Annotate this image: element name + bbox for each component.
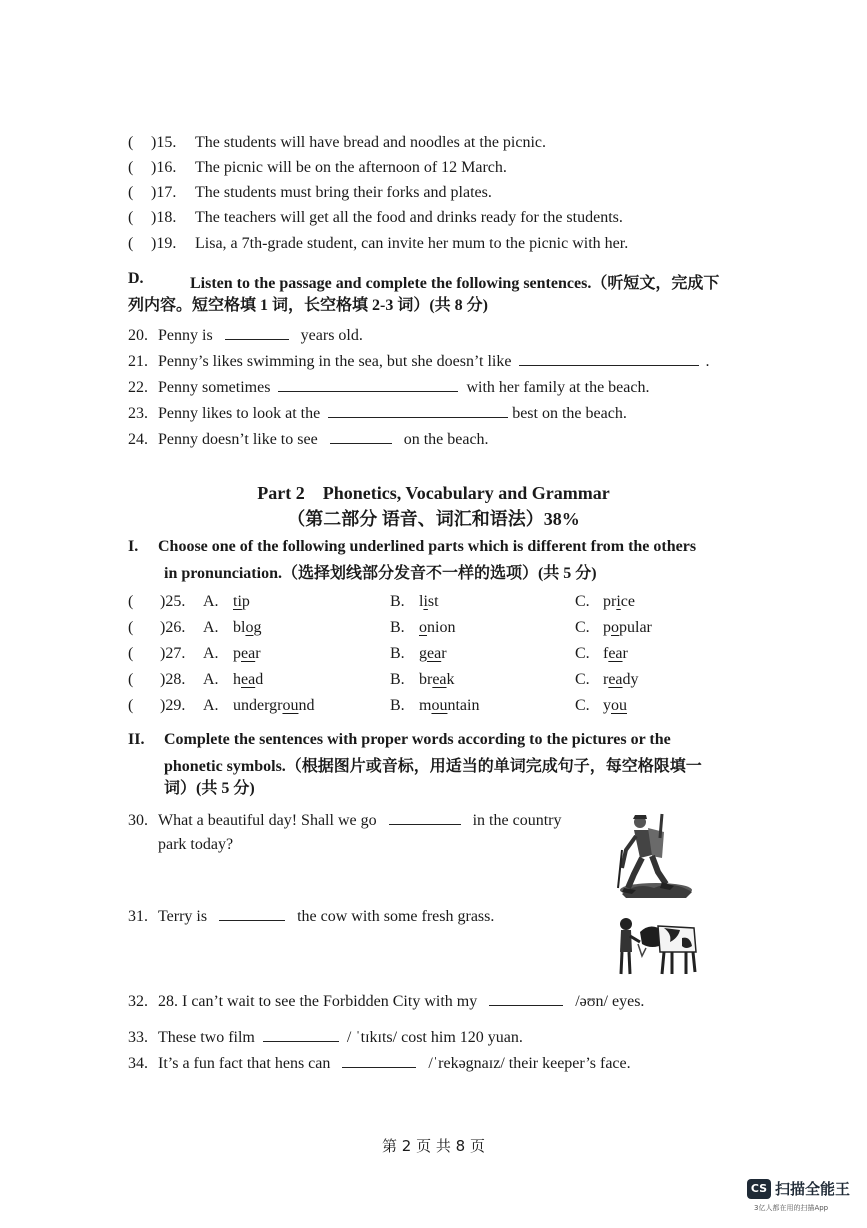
item-text-cont: park today?	[158, 836, 234, 853]
section-ii-instruction-cont: phonetic symbols.（根据图片或音标，用适当的单词完成句子，每空格限填一	[164, 758, 702, 775]
item-number: )29.	[160, 697, 186, 714]
answer-paren: (	[128, 593, 134, 610]
section-ii-instruction-cont: 词）(共 5 分)	[164, 780, 255, 797]
option-word: head	[233, 671, 264, 688]
item-number: 34.	[128, 1055, 148, 1072]
option-label: A.	[203, 671, 219, 688]
item-text-before: Penny is	[158, 327, 213, 344]
option-label: C.	[575, 697, 590, 714]
option-word: gear	[419, 645, 447, 662]
item-number: 24.	[128, 431, 148, 448]
option-word: price	[603, 593, 635, 610]
list-item	[128, 593, 688, 613]
section-i-instruction-cont: in pronunciation.（选择划线部分发音不一样的选项）(共 5 分)	[164, 565, 597, 582]
item-number: )15.	[151, 134, 177, 151]
option-word: pear	[233, 645, 261, 662]
list-item	[128, 184, 492, 202]
item-number: 22.	[128, 379, 148, 396]
answer-paren: (	[128, 671, 134, 688]
section-ii-instruction: Complete the sentences with proper words according to the pictures or the	[164, 731, 671, 748]
option-label: A.	[203, 593, 219, 610]
option-word: onion	[419, 619, 456, 636]
item-number: )25.	[160, 593, 186, 610]
list-item	[128, 351, 709, 371]
option-label: C.	[575, 593, 590, 610]
item-number: 33.	[128, 1029, 148, 1046]
list-item	[128, 209, 623, 227]
item-number: )16.	[151, 159, 177, 176]
item-number: 32.	[128, 993, 148, 1010]
answer-paren: (	[128, 235, 134, 252]
item-number: 23.	[128, 405, 148, 422]
answer-blank[interactable]	[219, 906, 285, 921]
part-title: Part 2 Phonetics, Vocabulary and Grammar	[257, 483, 610, 503]
item-number: 21.	[128, 353, 148, 370]
item-text-after: the cow with some fresh grass.	[297, 908, 495, 925]
part-subtitle: （第二部分 语音、词汇和语法）38%	[287, 509, 580, 529]
option-label: B.	[390, 645, 405, 662]
option-label: B.	[390, 697, 405, 714]
item-text: The students must bring their forks and plates.	[195, 184, 492, 201]
option-label: B.	[390, 619, 405, 636]
item-text-after: with her family at the beach.	[466, 379, 650, 396]
option-label: C.	[575, 619, 590, 636]
option-word: popular	[603, 619, 652, 636]
option-word: list	[419, 593, 439, 610]
answer-blank[interactable]	[328, 403, 508, 418]
option-word: underground	[233, 697, 315, 714]
answer-blank[interactable]	[278, 377, 458, 392]
item-text-before: Penny likes to look at the	[158, 405, 321, 422]
list-item	[128, 645, 688, 665]
answer-blank[interactable]	[489, 991, 563, 1006]
answer-blank[interactable]	[519, 351, 699, 366]
option-word: ready	[603, 671, 639, 688]
answer-blank[interactable]	[225, 325, 289, 340]
option-word: mountain	[419, 697, 480, 714]
answer-blank[interactable]	[389, 810, 461, 825]
item-text-before: It’s a fun fact that hens can	[158, 1055, 331, 1072]
scanner-tagline: 3亿人都在用的扫描App	[754, 1204, 829, 1212]
item-text-after: on the beach.	[403, 431, 489, 448]
item-number: )27.	[160, 645, 186, 662]
option-word: blog	[233, 619, 262, 636]
answer-paren: (	[128, 697, 134, 714]
answer-paren: (	[128, 159, 134, 176]
list-item	[128, 235, 629, 253]
item-text: Lisa, a 7th-grade student, can invite her mum to the picnic with her.	[195, 235, 629, 252]
list-item	[128, 429, 489, 449]
item-text-after: / ˈtɪkɪts/ cost him 120 yuan.	[346, 1029, 523, 1046]
item-text-before: Penny’s likes swimming in the sea, but she doesn’t like	[158, 353, 512, 370]
item-text: The picnic will be on the afternoon of 12 March.	[195, 159, 507, 176]
item-number: 31.	[128, 908, 148, 925]
answer-paren: (	[128, 209, 134, 226]
item-text-before: These two film	[158, 1029, 255, 1046]
item-number: 20.	[128, 327, 148, 344]
list-item	[128, 1027, 523, 1047]
scanner-app-name: 扫描全能王	[775, 1180, 851, 1198]
list-item	[128, 403, 627, 423]
section-d-label: D.	[128, 270, 144, 287]
item-text-after: best on the beach.	[512, 405, 627, 422]
item-number: )26.	[160, 619, 186, 636]
list-item	[128, 134, 547, 152]
section-d-instruction: Listen to the passage and complete the following sentences.（听短文，完成下	[190, 275, 720, 292]
list-item	[128, 1053, 631, 1073]
hiker-icon	[606, 810, 698, 902]
page-number: 第 2 页 共 8 页	[382, 1137, 485, 1155]
option-label: C.	[575, 671, 590, 688]
answer-paren: (	[128, 134, 134, 151]
section-ii-label: II.	[128, 731, 145, 748]
answer-blank[interactable]	[330, 429, 392, 444]
item-text-after: in the country	[472, 812, 562, 829]
cs-logo-icon: CS	[747, 1179, 771, 1199]
item-number: 30.	[128, 812, 148, 829]
item-number: )28.	[160, 671, 186, 688]
option-label: B.	[390, 593, 405, 610]
option-label: B.	[390, 671, 405, 688]
item-text-before: Terry is	[158, 908, 208, 925]
option-label: C.	[575, 645, 590, 662]
option-label: A.	[203, 645, 219, 662]
list-item	[128, 991, 644, 1011]
item-text: The students will have bread and noodles at the picnic.	[195, 134, 547, 151]
option-label: A.	[203, 619, 219, 636]
item-text-after: /ˈrekəgnaɪz/ their keeper’s face.	[428, 1055, 631, 1072]
item-text-after: years old.	[300, 327, 363, 344]
answer-paren: (	[128, 184, 134, 201]
option-word: break	[419, 671, 455, 688]
list-item	[128, 325, 363, 345]
answer-paren: (	[128, 619, 134, 636]
option-label: A.	[203, 697, 219, 714]
item-number: )18.	[151, 209, 177, 226]
item-text: The teachers will get all the food and drinks ready for the students.	[195, 209, 623, 226]
answer-paren: (	[128, 645, 134, 662]
item-text-before: Penny sometimes	[158, 379, 271, 396]
list-item	[128, 697, 688, 717]
section-d-instruction-cont: 列内容。短空格填 1 词，长空格填 2-3 词）(共 8 分)	[128, 297, 488, 314]
item-text-before: What a beautiful day! Shall we go	[158, 812, 377, 829]
feeding-cow-icon	[612, 908, 702, 978]
list-item	[128, 810, 561, 830]
item-number: )17.	[151, 184, 177, 201]
answer-blank[interactable]	[342, 1053, 416, 1068]
list-item	[128, 619, 688, 639]
item-text-after: .	[705, 353, 710, 370]
section-i-instruction: Choose one of the following underlined parts which is different from the others	[158, 538, 697, 555]
list-item	[128, 671, 688, 691]
item-number: )19.	[151, 235, 177, 252]
item-text-before: 28. I can’t wait to see the Forbidden City with my	[158, 993, 478, 1010]
option-word: fear	[603, 645, 628, 662]
answer-blank[interactable]	[263, 1027, 339, 1042]
item-text-before: Penny doesn’t like to see	[158, 431, 318, 448]
option-word: tip	[233, 593, 250, 610]
option-word: you	[603, 697, 627, 714]
section-i-label: I.	[128, 538, 139, 555]
list-item	[128, 906, 494, 926]
item-text-after: /əʊn/ eyes.	[575, 993, 645, 1010]
list-item	[128, 377, 649, 397]
list-item	[128, 159, 507, 177]
